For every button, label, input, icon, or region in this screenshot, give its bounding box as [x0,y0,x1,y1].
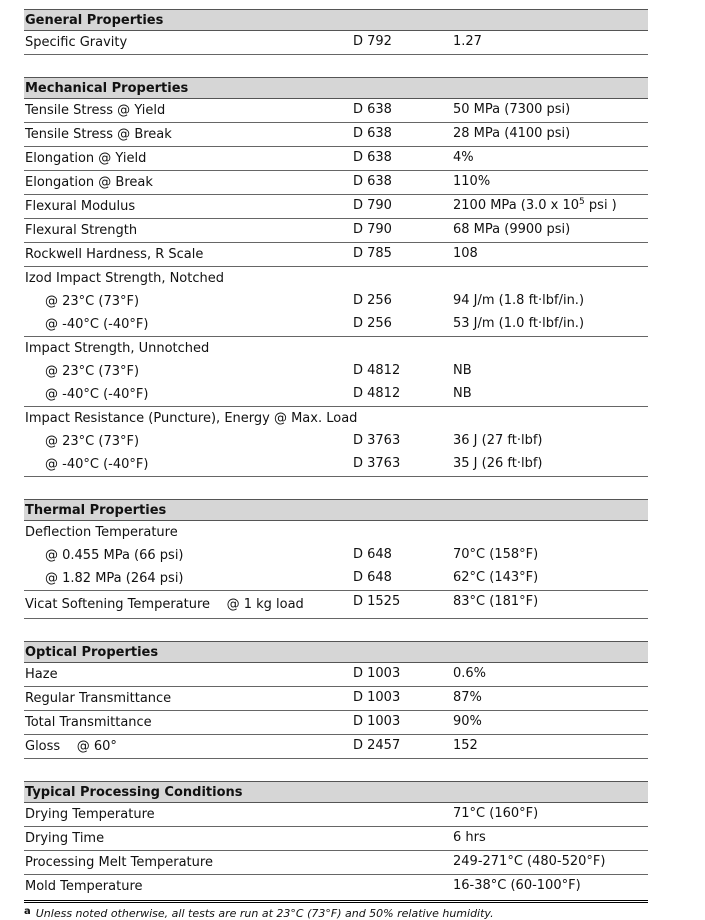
property-name: Processing Melt Temperature [25,855,213,870]
table-row [24,851,648,875]
property-value: 62°C (143°F) [453,570,539,585]
property-datasheet [24,9,648,920]
section-title: Mechanical Properties [24,77,648,99]
test-method: D 792 [353,34,392,49]
table-row [24,31,648,55]
test-condition: @ 23°C (73°F) [45,364,140,379]
property-name: Drying Temperature [25,807,155,822]
property-name: Impact Strength, Unnotched [25,341,210,356]
test-method: D 4812 [353,386,401,401]
test-method: D 256 [353,293,392,308]
test-method [353,851,453,874]
section-general [24,9,648,55]
property-name: Elongation @ Break [25,175,153,190]
property-value [453,195,648,218]
property-value: 110% [453,174,491,189]
property-name: Impact Resistance (Puncture), Energy @ Max. Load [25,411,358,426]
property-name: Drying Time [25,831,105,846]
table-row [24,171,648,195]
property-value: 6 hrs [453,830,486,845]
property-value: 28 MPa (4100 psi) [453,126,571,141]
property-value: 108 [453,246,478,261]
section-title: Thermal Properties [24,499,648,521]
test-method: D 2457 [353,738,401,753]
property-value: 68 MPa (9900 psi) [453,222,571,237]
test-method [353,827,453,850]
test-method: D 638 [353,102,392,117]
property-name: Deflection Temperature [25,525,178,540]
test-method: D 1003 [353,714,401,729]
property-name: Total Transmittance [25,715,152,730]
test-method: D 1525 [353,594,401,609]
row-group-unnotched [24,337,648,407]
property-name: Regular Transmittance [25,691,172,706]
section-processing [24,781,648,898]
property-value: 36 J (27 ft·lbf) [453,433,543,448]
property-value: 90% [453,714,482,729]
test-condition: @ 23°C (73°F) [45,434,140,449]
section-optical [24,641,648,759]
table-row [24,195,648,219]
table-row [24,219,648,243]
section-mechanical [24,77,648,477]
group-title-row [24,267,648,290]
test-method: D 256 [353,316,392,331]
table-row [24,360,648,383]
property-name: Flexural Strength [25,223,138,238]
group-title-row [24,407,648,430]
value-suffix: psi ) [584,198,617,213]
footnote [24,900,648,920]
test-method: D 1003 [353,690,401,705]
test-method: D 638 [353,126,392,141]
property-name: Mold Temperature [25,879,143,894]
test-method [353,875,453,898]
property-value: 94 J/m (1.8 ft·lbf/in.) [453,293,585,308]
property-value: 70°C (158°F) [453,547,539,562]
table-row [24,711,648,735]
footnote-mark: a [24,906,31,917]
test-method: D 638 [353,174,392,189]
table-row [24,453,648,476]
test-method: D 790 [353,198,392,213]
property-value: 152 [453,738,478,753]
table-row [24,383,648,406]
property-value: 249-271°C (480-520°F) [453,854,606,869]
test-method: D 790 [353,222,392,237]
table-row [24,290,648,313]
property-name: Izod Impact Strength, Notched [25,271,224,286]
table-row [24,875,648,898]
property-name: Elongation @ Yield [25,151,147,166]
table-row [24,567,648,590]
group-title-row [24,337,648,360]
property-value: 16-38°C (60-100°F) [453,878,581,893]
test-method: D 638 [353,150,392,165]
property-name: Vicat Softening Temperature @ 1 kg load [25,597,304,612]
table-row [24,827,648,851]
row-group-deflection [24,521,648,591]
table-row [24,803,648,827]
property-name: Specific Gravity [25,35,128,50]
test-method [353,803,453,826]
property-value: 4% [453,150,474,165]
section-title: General Properties [24,9,648,31]
table-row [24,313,648,336]
value-exponent: 5 [579,197,585,207]
value-prefix: 2100 MPa (3.0 x 10 [453,198,580,213]
test-condition: @ -40°C (-40°F) [45,317,149,332]
test-condition: @ 0.455 MPa (66 psi) [45,548,184,563]
property-value: 83°C (181°F) [453,594,539,609]
row-group-izod [24,267,648,337]
property-name: Haze [25,667,58,682]
table-row [24,430,648,453]
section-title: Optical Properties [24,641,648,663]
row-group-puncture [24,407,648,477]
property-value: 35 J (26 ft·lbf) [453,456,543,471]
table-row [24,735,648,759]
table-row [24,243,648,267]
table-row [24,147,648,171]
test-method: D 648 [353,570,392,585]
group-title-row [24,521,648,544]
test-method: D 1003 [353,666,401,681]
test-method: D 648 [353,547,392,562]
property-name: Rockwell Hardness, R Scale [25,247,204,262]
property-value: 0.6% [453,666,487,681]
test-condition: @ 1.82 MPa (264 psi) [45,571,184,586]
property-name: Flexural Modulus [25,199,136,214]
footnote-text: Unless noted otherwise, all tests are run at 23°C (73°F) and 50% relative humidity. [35,907,494,920]
section-thermal [24,499,648,619]
table-row [24,99,648,123]
property-value: NB [453,386,472,401]
test-condition: @ -40°C (-40°F) [45,457,149,472]
test-condition: @ -40°C (-40°F) [45,387,149,402]
test-method: D 3763 [353,433,401,448]
table-row [24,687,648,711]
property-value: 50 MPa (7300 psi) [453,102,571,117]
property-name: Gloss @ 60° [25,739,117,754]
section-title: Typical Processing Conditions [24,781,648,803]
property-name: Tensile Stress @ Yield [25,103,166,118]
test-method: D 4812 [353,363,401,378]
property-value: NB [453,363,472,378]
table-row [24,591,648,619]
property-value: 1.27 [453,34,482,49]
table-row [24,663,648,687]
property-value: 53 J/m (1.0 ft·lbf/in.) [453,316,585,331]
test-method: D 3763 [353,456,401,471]
test-condition: @ 23°C (73°F) [45,294,140,309]
test-method: D 785 [353,246,392,261]
property-value: 71°C (160°F) [453,806,539,821]
property-name: Tensile Stress @ Break [25,127,172,142]
table-row [24,123,648,147]
property-value: 87% [453,690,482,705]
table-row [24,544,648,567]
